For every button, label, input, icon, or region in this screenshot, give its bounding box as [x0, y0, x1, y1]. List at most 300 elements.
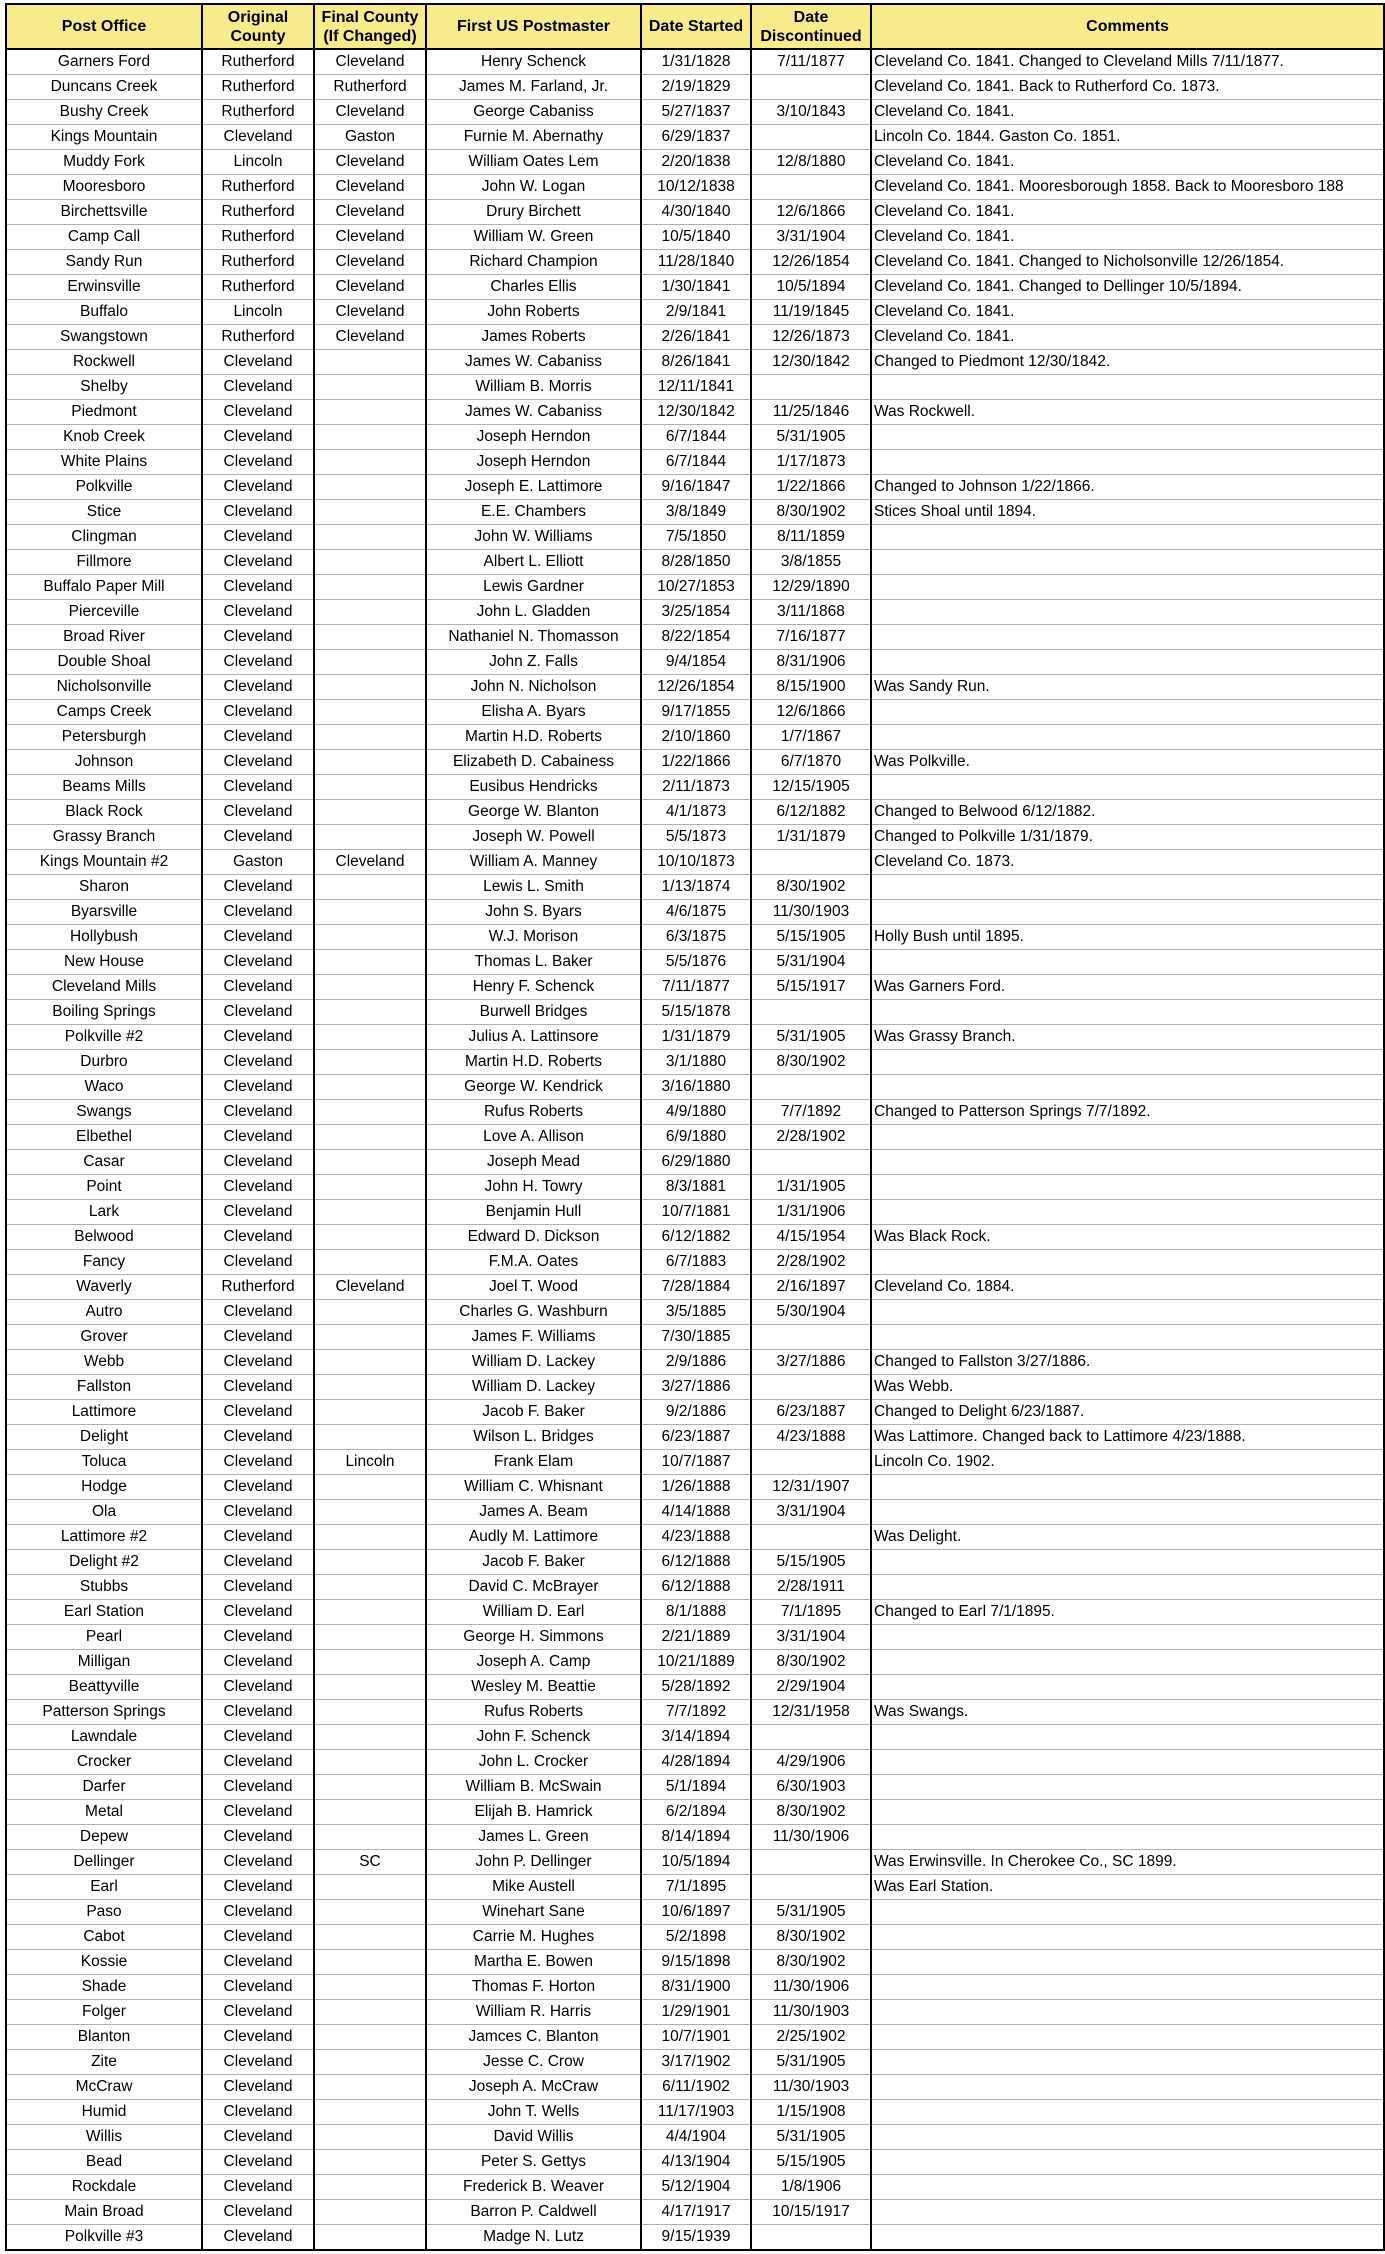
comments-cell: Cleveland Co. 1841. Back to Rutherford Co. 1873.	[871, 75, 1384, 100]
postmaster-cell: Barron P. Caldwell	[426, 2200, 641, 2225]
post-office-cell: Delight #2	[6, 1550, 202, 1575]
final-county-cell: Rutherford	[314, 75, 426, 100]
final-county-cell: Cleveland	[314, 225, 426, 250]
final-county-cell	[314, 1200, 426, 1225]
original-county-cell: Cleveland	[202, 475, 314, 500]
date-discontinued-cell: 6/7/1870	[751, 750, 871, 775]
comments-cell	[871, 1725, 1384, 1750]
final-county-cell	[314, 400, 426, 425]
date-started-cell: 6/7/1844	[641, 450, 751, 475]
postmaster-cell: Lewis L. Smith	[426, 875, 641, 900]
table-row	[6, 1550, 1384, 1575]
table-row	[6, 1825, 1384, 1850]
original-county-cell: Cleveland	[202, 1475, 314, 1500]
original-county-cell: Cleveland	[202, 1625, 314, 1650]
postmaster-cell: John T. Wells	[426, 2100, 641, 2125]
post-office-cell: Stice	[6, 500, 202, 525]
date-discontinued-cell: 5/31/1905	[751, 2125, 871, 2150]
comments-cell	[871, 1625, 1384, 1650]
date-started-cell: 6/29/1880	[641, 1150, 751, 1175]
comments-cell	[871, 2100, 1384, 2125]
table-row	[6, 1275, 1384, 1300]
postmaster-cell: Jesse C. Crow	[426, 2050, 641, 2075]
final-county-cell	[314, 350, 426, 375]
comments-cell: Cleveland Co. 1873.	[871, 850, 1384, 875]
postmaster-cell: William D. Lackey	[426, 1350, 641, 1375]
date-started-cell: 6/12/1888	[641, 1550, 751, 1575]
table-row	[6, 475, 1384, 500]
date-discontinued-cell: 12/15/1905	[751, 775, 871, 800]
post-office-cell: Erwinsville	[6, 275, 202, 300]
date-discontinued-cell: 12/6/1866	[751, 200, 871, 225]
postmaster-cell: Frank Elam	[426, 1450, 641, 1475]
original-county-cell: Cleveland	[202, 1300, 314, 1325]
original-county-cell: Cleveland	[202, 2200, 314, 2225]
date-started-cell: 11/28/1840	[641, 250, 751, 275]
post-office-table-container	[5, 3, 1383, 2251]
original-county-cell: Lincoln	[202, 150, 314, 175]
table-row	[6, 625, 1384, 650]
post-office-cell: Fallston	[6, 1375, 202, 1400]
original-county-cell: Cleveland	[202, 1800, 314, 1825]
original-county-cell: Cleveland	[202, 2150, 314, 2175]
post-office-cell: Boiling Springs	[6, 1000, 202, 1025]
post-office-cell: Metal	[6, 1800, 202, 1825]
postmaster-cell: Elisha A. Byars	[426, 700, 641, 725]
post-office-cell: Rockwell	[6, 350, 202, 375]
postmaster-cell: John F. Schenck	[426, 1725, 641, 1750]
original-county-cell: Cleveland	[202, 2125, 314, 2150]
final-county-cell	[314, 2150, 426, 2175]
final-county-cell	[314, 1725, 426, 1750]
date-started-cell: 5/15/1878	[641, 1000, 751, 1025]
postmaster-cell: E.E. Chambers	[426, 500, 641, 525]
original-county-cell: Cleveland	[202, 1325, 314, 1350]
comments-cell	[871, 700, 1384, 725]
comments-cell: Changed to Patterson Springs 7/7/1892.	[871, 1100, 1384, 1125]
date-discontinued-cell: 12/26/1873	[751, 325, 871, 350]
post-office-cell: Garners Ford	[6, 49, 202, 75]
final-county-cell	[314, 800, 426, 825]
original-county-cell: Cleveland	[202, 925, 314, 950]
postmaster-cell: Joseph A. Camp	[426, 1650, 641, 1675]
comments-cell	[871, 1950, 1384, 1975]
date-started-cell: 8/3/1881	[641, 1175, 751, 1200]
original-county-cell: Cleveland	[202, 2175, 314, 2200]
date-started-cell: 7/28/1884	[641, 1275, 751, 1300]
table-row	[6, 1150, 1384, 1175]
table-row	[6, 1450, 1384, 1475]
date-discontinued-cell	[751, 850, 871, 875]
date-discontinued-cell: 12/30/1842	[751, 350, 871, 375]
table-row	[6, 2150, 1384, 2175]
post-office-cell: Depew	[6, 1825, 202, 1850]
final-county-cell	[314, 775, 426, 800]
comments-cell	[871, 2125, 1384, 2150]
post-office-cell: Kossie	[6, 1950, 202, 1975]
final-county-cell	[314, 2100, 426, 2125]
postmaster-cell: Elijah B. Hamrick	[426, 1800, 641, 1825]
comments-cell	[871, 1750, 1384, 1775]
original-county-cell: Cleveland	[202, 1225, 314, 1250]
table-row	[6, 1350, 1384, 1375]
date-started-cell: 12/30/1842	[641, 400, 751, 425]
postmaster-cell: Thomas F. Horton	[426, 1975, 641, 2000]
post-office-cell: Patterson Springs	[6, 1700, 202, 1725]
date-started-cell: 6/12/1888	[641, 1575, 751, 1600]
date-started-cell: 10/6/1897	[641, 1900, 751, 1925]
date-discontinued-cell	[751, 1375, 871, 1400]
post-office-cell: Crocker	[6, 1750, 202, 1775]
final-county-cell	[314, 1250, 426, 1275]
final-county-cell	[314, 1625, 426, 1650]
date-discontinued-cell: 11/30/1906	[751, 1825, 871, 1850]
post-office-cell: Shade	[6, 1975, 202, 2000]
comments-cell: Was Webb.	[871, 1375, 1384, 1400]
post-office-cell: Humid	[6, 2100, 202, 2125]
table-row	[6, 925, 1384, 950]
final-county-cell	[314, 1325, 426, 1350]
date-started-cell: 11/17/1903	[641, 2100, 751, 2125]
final-county-cell	[314, 1000, 426, 1025]
post-office-cell: Blanton	[6, 2025, 202, 2050]
original-county-cell: Cleveland	[202, 125, 314, 150]
date-discontinued-cell: 1/31/1879	[751, 825, 871, 850]
final-county-cell	[314, 950, 426, 975]
date-started-cell: 12/11/1841	[641, 375, 751, 400]
comments-cell: Was Garners Ford.	[871, 975, 1384, 1000]
comments-cell: Cleveland Co. 1841. Changed to Dellinger 10/5/1894.	[871, 275, 1384, 300]
table-row	[6, 1025, 1384, 1050]
table-row	[6, 2200, 1384, 2225]
final-county-cell	[314, 1500, 426, 1525]
date-started-cell: 5/5/1873	[641, 825, 751, 850]
comments-cell: Cleveland Co. 1841.	[871, 150, 1384, 175]
comments-cell: Was Lattimore. Changed back to Lattimore 4/23/1888.	[871, 1425, 1384, 1450]
date-started-cell: 4/14/1888	[641, 1500, 751, 1525]
post-office-cell: Buffalo	[6, 300, 202, 325]
table-row	[6, 1400, 1384, 1425]
date-started-cell: 9/2/1886	[641, 1400, 751, 1425]
final-county-cell	[314, 600, 426, 625]
postmaster-cell: John Roberts	[426, 300, 641, 325]
date-started-cell: 1/22/1866	[641, 750, 751, 775]
comments-cell: Changed to Delight 6/23/1887.	[871, 1400, 1384, 1425]
final-county-cell	[314, 1400, 426, 1425]
postmaster-cell: W.J. Morison	[426, 925, 641, 950]
comments-cell: Changed to Piedmont 12/30/1842.	[871, 350, 1384, 375]
date-discontinued-cell: 5/15/1917	[751, 975, 871, 1000]
date-started-cell: 3/14/1894	[641, 1725, 751, 1750]
postmaster-cell: Drury Birchett	[426, 200, 641, 225]
postmaster-cell: Henry Schenck	[426, 49, 641, 75]
header-final-county: Final County (If Changed)	[314, 4, 426, 49]
final-county-cell	[314, 2225, 426, 2251]
original-county-cell: Cleveland	[202, 1375, 314, 1400]
comments-cell: Lincoln Co. 1902.	[871, 1450, 1384, 1475]
table-row	[6, 2075, 1384, 2100]
comments-cell	[871, 575, 1384, 600]
date-discontinued-cell: 10/15/1917	[751, 2200, 871, 2225]
comments-cell: Was Delight.	[871, 1525, 1384, 1550]
postmaster-cell: Lewis Gardner	[426, 575, 641, 600]
postmaster-cell: Martin H.D. Roberts	[426, 1050, 641, 1075]
date-started-cell: 10/5/1840	[641, 225, 751, 250]
post-office-cell: Kings Mountain	[6, 125, 202, 150]
final-county-cell	[314, 1550, 426, 1575]
table-row	[6, 1750, 1384, 1775]
postmaster-cell: John W. Logan	[426, 175, 641, 200]
post-office-cell: Zite	[6, 2050, 202, 2075]
post-office-cell: Belwood	[6, 1225, 202, 1250]
table-row	[6, 1375, 1384, 1400]
post-office-cell: Pearl	[6, 1625, 202, 1650]
date-discontinued-cell: 7/7/1892	[751, 1100, 871, 1125]
comments-cell	[871, 1500, 1384, 1525]
postmaster-cell: Love A. Allison	[426, 1125, 641, 1150]
date-started-cell: 6/29/1837	[641, 125, 751, 150]
post-office-cell: Webb	[6, 1350, 202, 1375]
original-county-cell: Cleveland	[202, 825, 314, 850]
post-office-cell: Grassy Branch	[6, 825, 202, 850]
post-office-cell: Earl	[6, 1875, 202, 1900]
date-started-cell: 12/26/1854	[641, 675, 751, 700]
date-started-cell: 10/7/1901	[641, 2025, 751, 2050]
post-office-cell: Hodge	[6, 1475, 202, 1500]
comments-cell	[871, 1250, 1384, 1275]
table-row	[6, 275, 1384, 300]
date-discontinued-cell	[751, 1525, 871, 1550]
post-office-cell: Bead	[6, 2150, 202, 2175]
postmaster-cell: Rufus Roberts	[426, 1700, 641, 1725]
postmaster-cell: John W. Williams	[426, 525, 641, 550]
postmaster-cell: Wilson L. Bridges	[426, 1425, 641, 1450]
final-county-cell	[314, 700, 426, 725]
post-office-cell: Polkville #2	[6, 1025, 202, 1050]
original-county-cell: Cleveland	[202, 2100, 314, 2125]
final-county-cell	[314, 525, 426, 550]
date-started-cell: 10/12/1838	[641, 175, 751, 200]
date-discontinued-cell: 12/6/1866	[751, 700, 871, 725]
postmaster-cell: Martha E. Bowen	[426, 1950, 641, 1975]
original-county-cell: Cleveland	[202, 1575, 314, 1600]
table-row	[6, 1900, 1384, 1925]
date-discontinued-cell: 12/29/1890	[751, 575, 871, 600]
post-office-cell: Darfer	[6, 1775, 202, 1800]
post-office-cell: Lattimore #2	[6, 1525, 202, 1550]
date-discontinued-cell: 12/31/1907	[751, 1475, 871, 1500]
original-county-cell: Cleveland	[202, 1650, 314, 1675]
final-county-cell	[314, 1675, 426, 1700]
post-office-cell: Johnson	[6, 750, 202, 775]
comments-cell	[871, 2025, 1384, 2050]
postmaster-cell: James Roberts	[426, 325, 641, 350]
date-started-cell: 2/10/1860	[641, 725, 751, 750]
final-county-cell: Cleveland	[314, 325, 426, 350]
table-row	[6, 2025, 1384, 2050]
post-office-cell: Grover	[6, 1325, 202, 1350]
post-office-table	[5, 3, 1385, 2251]
table-row	[6, 1725, 1384, 1750]
post-office-cell: Milligan	[6, 1650, 202, 1675]
postmaster-cell: Charles G. Washburn	[426, 1300, 641, 1325]
comments-cell	[871, 1800, 1384, 1825]
date-started-cell: 4/13/1904	[641, 2150, 751, 2175]
final-county-cell	[314, 2200, 426, 2225]
post-office-cell: Lattimore	[6, 1400, 202, 1425]
date-discontinued-cell: 12/26/1854	[751, 250, 871, 275]
comments-cell: Changed to Earl 7/1/1895.	[871, 1600, 1384, 1625]
post-office-cell: Byarsville	[6, 900, 202, 925]
comments-cell: Was Swangs.	[871, 1700, 1384, 1725]
original-county-cell: Cleveland	[202, 2225, 314, 2251]
date-started-cell: 6/2/1894	[641, 1800, 751, 1825]
original-county-cell: Cleveland	[202, 1025, 314, 1050]
table-row	[6, 1800, 1384, 1825]
date-discontinued-cell: 8/30/1902	[751, 1950, 871, 1975]
final-county-cell: Gaston	[314, 125, 426, 150]
original-county-cell: Cleveland	[202, 600, 314, 625]
table-row	[6, 750, 1384, 775]
postmaster-cell: Mike Austell	[426, 1875, 641, 1900]
date-started-cell: 1/30/1841	[641, 275, 751, 300]
postmaster-cell: William Oates Lem	[426, 150, 641, 175]
postmaster-cell: Rufus Roberts	[426, 1100, 641, 1125]
comments-cell	[871, 450, 1384, 475]
table-row	[6, 200, 1384, 225]
comments-cell: Cleveland Co. 1841.	[871, 225, 1384, 250]
table-row	[6, 150, 1384, 175]
post-office-cell: Durbro	[6, 1050, 202, 1075]
table-row	[6, 2225, 1384, 2251]
postmaster-cell: William W. Green	[426, 225, 641, 250]
original-county-cell: Rutherford	[202, 49, 314, 75]
comments-cell: Was Grassy Branch.	[871, 1025, 1384, 1050]
postmaster-cell: Joel T. Wood	[426, 1275, 641, 1300]
comments-cell	[871, 525, 1384, 550]
post-office-cell: Toluca	[6, 1450, 202, 1475]
post-office-cell: Lawndale	[6, 1725, 202, 1750]
date-started-cell: 1/29/1901	[641, 2000, 751, 2025]
final-county-cell	[314, 1825, 426, 1850]
date-discontinued-cell: 5/15/1905	[751, 1550, 871, 1575]
final-county-cell: Cleveland	[314, 1275, 426, 1300]
table-row	[6, 875, 1384, 900]
date-started-cell: 2/20/1838	[641, 150, 751, 175]
original-county-cell: Cleveland	[202, 375, 314, 400]
date-discontinued-cell	[751, 1450, 871, 1475]
table-row	[6, 1525, 1384, 1550]
final-county-cell: Cleveland	[314, 49, 426, 75]
original-county-cell: Cleveland	[202, 725, 314, 750]
post-office-cell: Cabot	[6, 1925, 202, 1950]
date-discontinued-cell	[751, 1000, 871, 1025]
date-discontinued-cell: 6/12/1882	[751, 800, 871, 825]
original-county-cell: Cleveland	[202, 625, 314, 650]
final-county-cell	[314, 1925, 426, 1950]
final-county-cell: Cleveland	[314, 850, 426, 875]
comments-cell: Cleveland Co. 1841. Mooresborough 1858. Back to Mooresboro 188	[871, 175, 1384, 200]
date-discontinued-cell: 11/25/1846	[751, 400, 871, 425]
postmaster-cell: Frederick B. Weaver	[426, 2175, 641, 2200]
postmaster-cell: Thomas L. Baker	[426, 950, 641, 975]
postmaster-cell: William B. McSwain	[426, 1775, 641, 1800]
postmaster-cell: Audly M. Lattimore	[426, 1525, 641, 1550]
original-county-cell: Cleveland	[202, 1100, 314, 1125]
date-started-cell: 7/11/1877	[641, 975, 751, 1000]
post-office-cell: Nicholsonville	[6, 675, 202, 700]
table-row	[6, 950, 1384, 975]
final-county-cell	[314, 1950, 426, 1975]
post-office-cell: Piedmont	[6, 400, 202, 425]
table-row	[6, 175, 1384, 200]
original-county-cell: Cleveland	[202, 1125, 314, 1150]
table-row	[6, 650, 1384, 675]
date-discontinued-cell	[751, 1150, 871, 1175]
table-row	[6, 800, 1384, 825]
original-county-cell: Cleveland	[202, 800, 314, 825]
comments-cell: Lincoln Co. 1844. Gaston Co. 1851.	[871, 125, 1384, 150]
final-county-cell: Cleveland	[314, 300, 426, 325]
date-discontinued-cell: 8/30/1902	[751, 1800, 871, 1825]
post-office-cell: Buffalo Paper Mill	[6, 575, 202, 600]
original-county-cell: Lincoln	[202, 300, 314, 325]
final-county-cell	[314, 1175, 426, 1200]
comments-cell	[871, 1200, 1384, 1225]
comments-cell: Was Rockwell.	[871, 400, 1384, 425]
final-county-cell	[314, 550, 426, 575]
date-started-cell: 10/21/1889	[641, 1650, 751, 1675]
date-started-cell: 5/2/1898	[641, 1925, 751, 1950]
post-office-cell: Main Broad	[6, 2200, 202, 2225]
date-discontinued-cell: 3/8/1855	[751, 550, 871, 575]
postmaster-cell: Peter S. Gettys	[426, 2150, 641, 2175]
final-county-cell	[314, 2075, 426, 2100]
date-discontinued-cell: 7/16/1877	[751, 625, 871, 650]
original-county-cell: Cleveland	[202, 1425, 314, 1450]
final-county-cell	[314, 625, 426, 650]
table-row	[6, 1625, 1384, 1650]
date-discontinued-cell: 1/22/1866	[751, 475, 871, 500]
post-office-cell: Cleveland Mills	[6, 975, 202, 1000]
table-row	[6, 600, 1384, 625]
date-discontinued-cell	[751, 1075, 871, 1100]
table-row	[6, 700, 1384, 725]
table-row	[6, 125, 1384, 150]
post-office-cell: Earl Station	[6, 1600, 202, 1625]
date-discontinued-cell: 6/30/1903	[751, 1775, 871, 1800]
table-row	[6, 1925, 1384, 1950]
original-county-cell: Cleveland	[202, 1525, 314, 1550]
postmaster-cell: Carrie M. Hughes	[426, 1925, 641, 1950]
date-discontinued-cell: 5/31/1905	[751, 1900, 871, 1925]
date-started-cell: 4/1/1873	[641, 800, 751, 825]
table-row	[6, 575, 1384, 600]
date-started-cell: 2/26/1841	[641, 325, 751, 350]
comments-cell: Cleveland Co. 1841.	[871, 100, 1384, 125]
date-started-cell: 4/23/1888	[641, 1525, 751, 1550]
final-county-cell	[314, 975, 426, 1000]
postmaster-cell: William B. Morris	[426, 375, 641, 400]
date-started-cell: 5/27/1837	[641, 100, 751, 125]
date-started-cell: 6/7/1844	[641, 425, 751, 450]
postmaster-cell: John H. Towry	[426, 1175, 641, 1200]
postmaster-cell: James M. Farland, Jr.	[426, 75, 641, 100]
table-row	[6, 2175, 1384, 2200]
final-county-cell	[314, 925, 426, 950]
comments-cell	[871, 1050, 1384, 1075]
date-started-cell: 6/3/1875	[641, 925, 751, 950]
